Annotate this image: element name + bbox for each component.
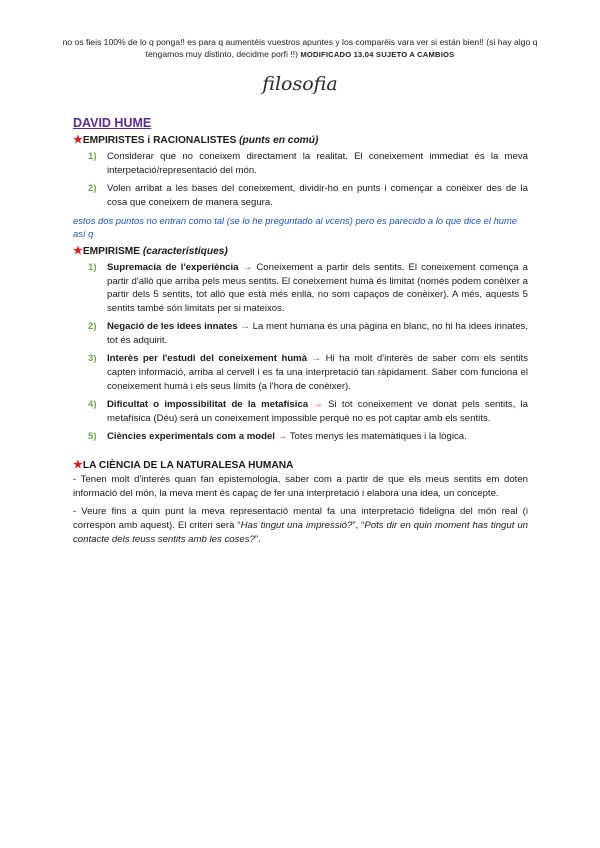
section-title: DAVID HUME <box>73 116 152 130</box>
empiristes-heading <box>73 133 528 148</box>
star-icon: ★ <box>73 244 83 257</box>
item-text: Volen arribat a les bases del coneixement, dividir-ho en punts i començar a conèixer des de la cosa que coneixem de manera segura. <box>107 182 528 208</box>
item-number: 2) <box>88 182 97 194</box>
paragraph-text: ”. <box>254 533 261 545</box>
list-item <box>88 352 529 394</box>
list-item <box>88 398 528 426</box>
naturalesa-paragraph-2 <box>73 505 528 547</box>
subject-title: filosofia <box>262 73 338 95</box>
item-title: Ciències experimentals com a model <box>107 430 275 442</box>
empirisme-heading-italic: (característiques) <box>142 245 228 257</box>
empirisme-heading <box>73 244 528 259</box>
naturalesa-heading <box>73 458 528 473</box>
modified-label: MODIFICADO 13.04 SUJETO A CAMBIOS <box>300 50 455 59</box>
notes-content <box>73 116 528 551</box>
paragraph-text: - Veure fins a quin punt la meva representació mental fa una interpretació fideligna del món real (i correspon amb aquest). El criteri serà “ <box>73 505 528 531</box>
item-number: 1) <box>88 261 97 273</box>
item-number: 3) <box>88 353 97 365</box>
arrow-icon: → <box>240 321 250 333</box>
item-title: Dificultat o impossibilitat de la metafísica <box>107 398 309 410</box>
list-item <box>88 150 528 178</box>
item-title: Interès per l'estudi del coneixement humà <box>107 353 308 365</box>
list-item <box>88 182 528 210</box>
item-text: Hi ha molt d'interès de saber com els sentits capten informació, arriba al cervell i es fa una interpretació tan ràpidament. Saber com funciona el coneixement humà i els seus límits (a l'hora de conèixer). <box>107 353 529 392</box>
empiristes-heading-text: EMPIRISTES i RACIONALISTES <box>82 135 237 146</box>
item-number: 4) <box>88 398 97 410</box>
empiristes-list <box>73 150 528 210</box>
list-item <box>88 430 528 444</box>
item-text: La ment humana és una pàgina en blanc, no hi ha idees innates, tot és adquirit. <box>107 321 529 347</box>
item-number: 2) <box>88 321 97 333</box>
naturalesa-paragraph-1: - Tenen molt d'interès quan fan epistemologia, saber com a partir de que els meus sentits em doten informació del món, la meva ment és capaç de fer una interpretació i elabora una idea, un concepte. <box>73 473 528 499</box>
arrow-icon: → <box>277 430 288 442</box>
item-text: Si tot coneixement ve donat pels sentits, la metafísica (Déu) serà un coneixement impossible perquè no es pot captar amb els sentits. <box>107 398 528 424</box>
quote-impressio: Has tingut una impressió? <box>240 519 353 531</box>
empiristes-heading-italic: (punts en comú) <box>239 135 319 146</box>
arrow-icon: → <box>313 398 323 410</box>
list-item <box>88 320 529 348</box>
quote-contacte: Pots dir en quin moment has tingut un contacte dels teuss sentits amb les coses? <box>73 519 528 545</box>
arrow-icon: → <box>242 261 253 273</box>
item-number: 1) <box>88 151 97 162</box>
list-item <box>88 261 529 317</box>
star-icon: ★ <box>73 134 83 146</box>
item-title: Negació de les idees innates <box>107 321 238 333</box>
paragraph-text: ”, “ <box>352 519 365 531</box>
header-note <box>60 36 540 61</box>
arrow-icon: → <box>311 353 322 365</box>
item-title: Supremacia de l'experiència <box>107 261 239 273</box>
item-text: Considerar que no coneixem directament la realitat. El coneixement immediat és la meva interpetació/representació del món. <box>107 151 528 176</box>
star-icon: ★ <box>73 458 83 471</box>
item-text: Coneixement a partir dels sentits. El coneixement comença a partir d'allò que arriba pels meus sentits. El coneixement humà és limitat (només podem conèixer a partir dels 5 sentits, tot allò que està més enllà, no som capaços de conèixer). A més, aquests 5 sentits també són limitats per si mateixos. <box>107 261 529 315</box>
naturalesa-heading-text: LA CIÈNCIA DE LA NATURALESA HUMANA <box>82 459 294 471</box>
item-number: 5) <box>88 430 97 442</box>
empirisme-list <box>73 261 528 444</box>
empirisme-heading-text: EMPIRISME <box>82 245 141 257</box>
blue-annotation: estos dos puntos no entran como tal (se lo he preguntado al vcens) pero es parecido a lo que dice el hume así q <box>73 214 518 239</box>
item-text: Totes menys les matemàtiques i la lògica. <box>289 430 467 442</box>
header-note-text: no os fieis 100% de lo q ponga!! es para q aumentéis vuestros apuntes y los comparéis vara ver si están bien!! (si hay algo q tengamos muy distinto, decidme porfi !!) <box>62 37 538 59</box>
